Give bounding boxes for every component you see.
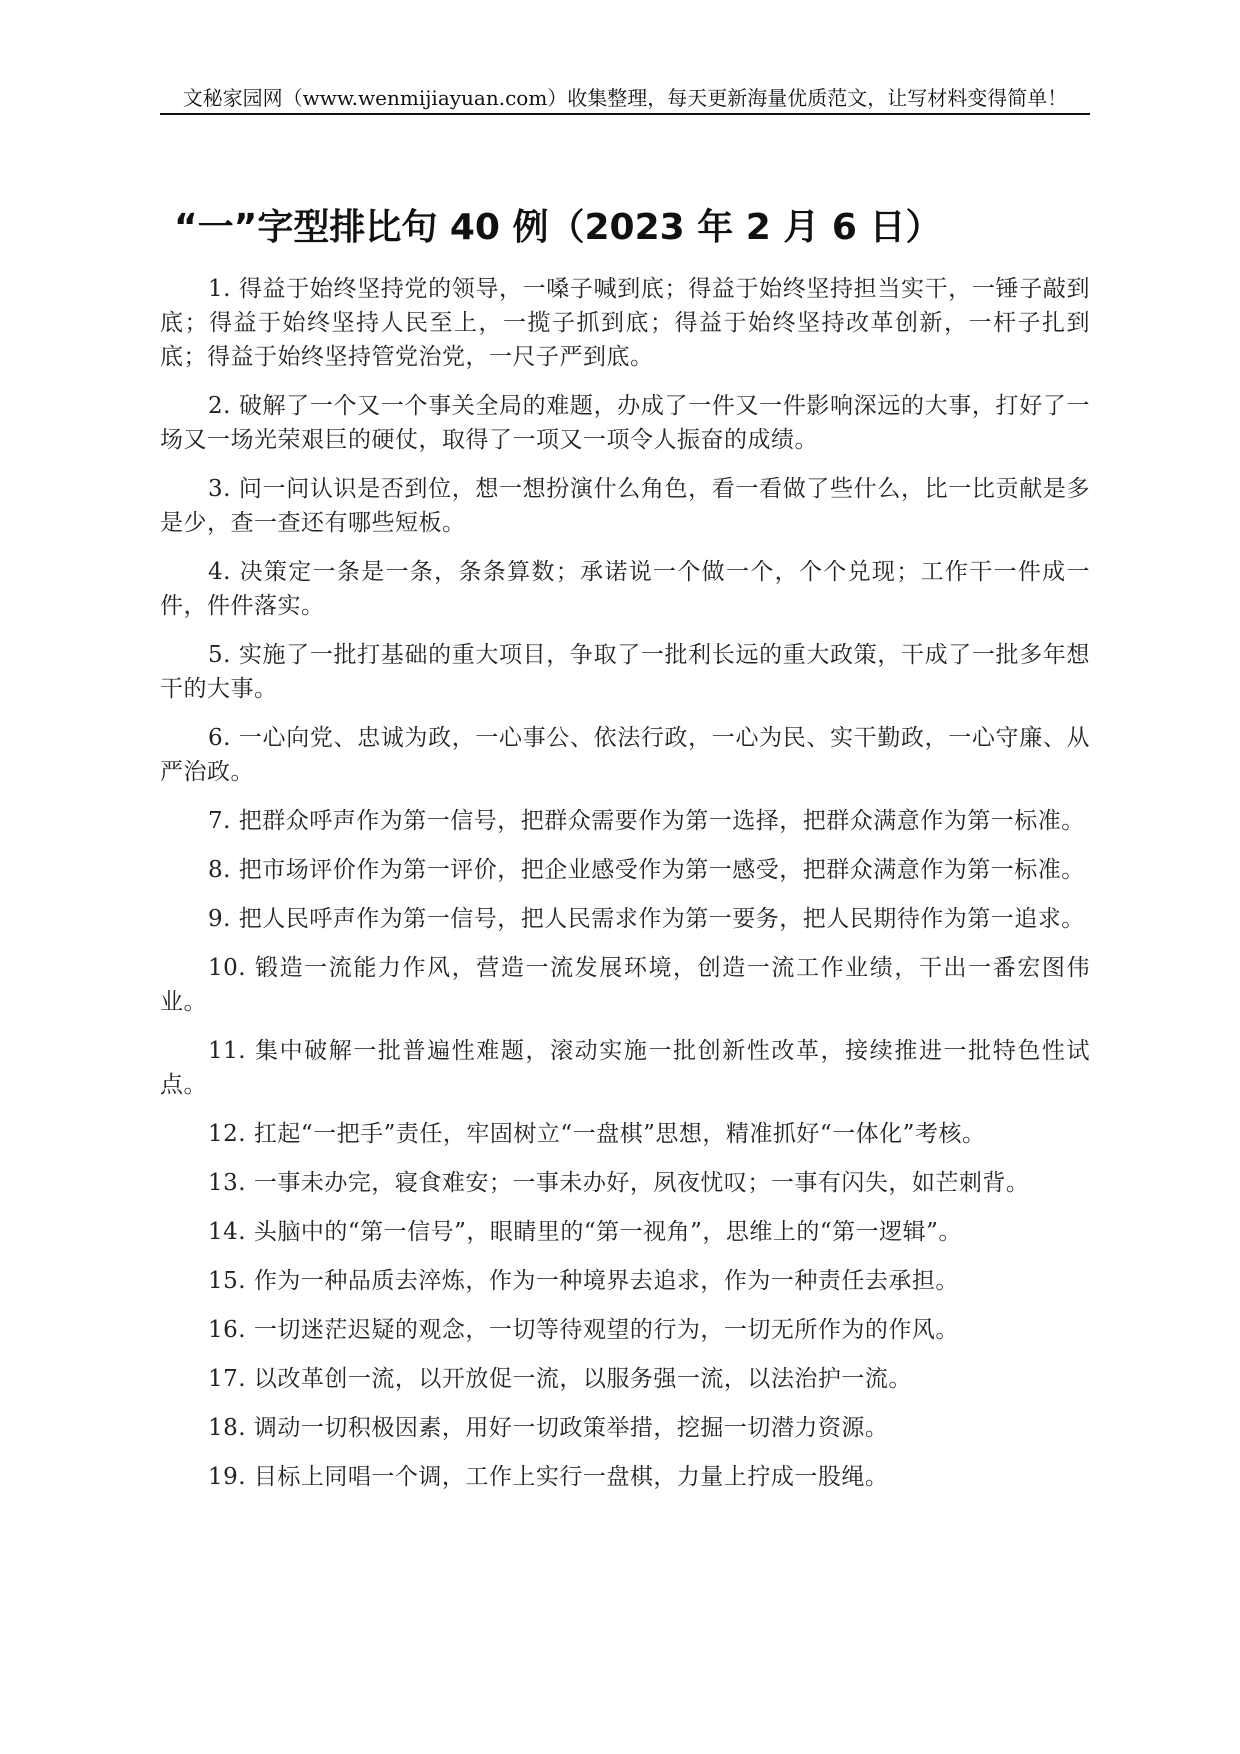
paragraph-3: 3. 问一问认识是否到位，想一想扮演什么角色，看一看做了些什么，比一比贡献是多是少，查一查还有哪些短板。: [160, 476, 1090, 536]
paragraph-14: 14. 头脑中的“第一信号”，眼睛里的“第一视角”，思维上的“第一逻辑”。: [208, 1219, 962, 1245]
paragraph-12: 12. 扛起“一把手”责任，牢固树立“一盘棋”思想，精准抓好“一体化”考核。: [208, 1121, 986, 1147]
document-title: “一”字型排比句 40 例（2023 年 2 月 6 日）: [174, 207, 942, 248]
paragraph-10: 10. 锻造一流能力作风，营造一流发展环境，创造一流工作业绩，干出一番宏图伟业。: [160, 955, 1090, 1015]
paragraph-15: 15. 作为一种品质去淬炼，作为一种境界去追求，作为一种责任去承担。: [208, 1268, 959, 1294]
paragraph-6: 6. 一心向党、忠诚为政，一心事公、依法行政，一心为民、实干勤政，一心守廉、从严治政。: [160, 725, 1090, 785]
paragraph-4: 4. 决策定一条是一条，条条算数；承诺说一个做一个，个个兑现；工作干一件成一件，件件落实。: [160, 559, 1090, 619]
paragraph-13: 13. 一事未办完，寝食难安；一事未办好，夙夜忧叹；一事有闪失，如芒刺背。: [208, 1170, 1030, 1196]
paragraph-1: 1. 得益于始终坚持党的领导，一嗓子喊到底；得益于始终坚持担当实干，一锤子敲到底；得益于始终坚持人民至上，一揽子抓到底；得益于始终坚持改革创新，一杆子扎到底；得益于始终坚持管党治党，一尺子严到底。: [160, 276, 1090, 370]
header-divider: [160, 113, 1090, 115]
paragraph-17: 17. 以改革创一流，以开放促一流，以服务强一流，以法治护一流。: [208, 1366, 912, 1392]
paragraph-9: 9. 把人民呼声作为第一信号，把人民需求作为第一要务，把人民期待作为第一追求。: [208, 906, 1085, 932]
paragraph-5: 5. 实施了一批打基础的重大项目，争取了一批利长远的重大政策，干成了一批多年想干的大事。: [160, 642, 1090, 702]
document-body: [160, 272, 1090, 1509]
paragraph-7: 7. 把群众呼声作为第一信号，把群众需要作为第一选择，把群众满意作为第一标准。: [208, 808, 1085, 834]
paragraph-18: 18. 调动一切积极因素，用好一切政策举措，挖掘一切潜力资源。: [208, 1415, 889, 1441]
paragraph-2: 2. 破解了一个又一个事关全局的难题，办成了一件又一件影响深远的大事，打好了一场又一场光荣艰巨的硬仗，取得了一项又一项令人振奋的成绩。: [160, 393, 1090, 453]
paragraph-19: 19. 目标上同唱一个调，工作上实行一盘棋，力量上拧成一股绳。: [208, 1464, 889, 1490]
paragraph-16: 16. 一切迷茫迟疑的观念，一切等待观望的行为，一切无所作为的作风。: [208, 1317, 959, 1343]
paragraph-11: 11. 集中破解一批普遍性难题，滚动实施一批创新性改革，接续推进一批特色性试点。: [160, 1038, 1090, 1098]
paragraph-8: 8. 把市场评价作为第一评价，把企业感受作为第一感受，把群众满意作为第一标准。: [208, 857, 1085, 883]
page-header: 文秘家园网（www.wenmijiayuan.com）收集整理，每天更新海量优质范文，让写材料变得简单！: [182, 86, 1068, 110]
